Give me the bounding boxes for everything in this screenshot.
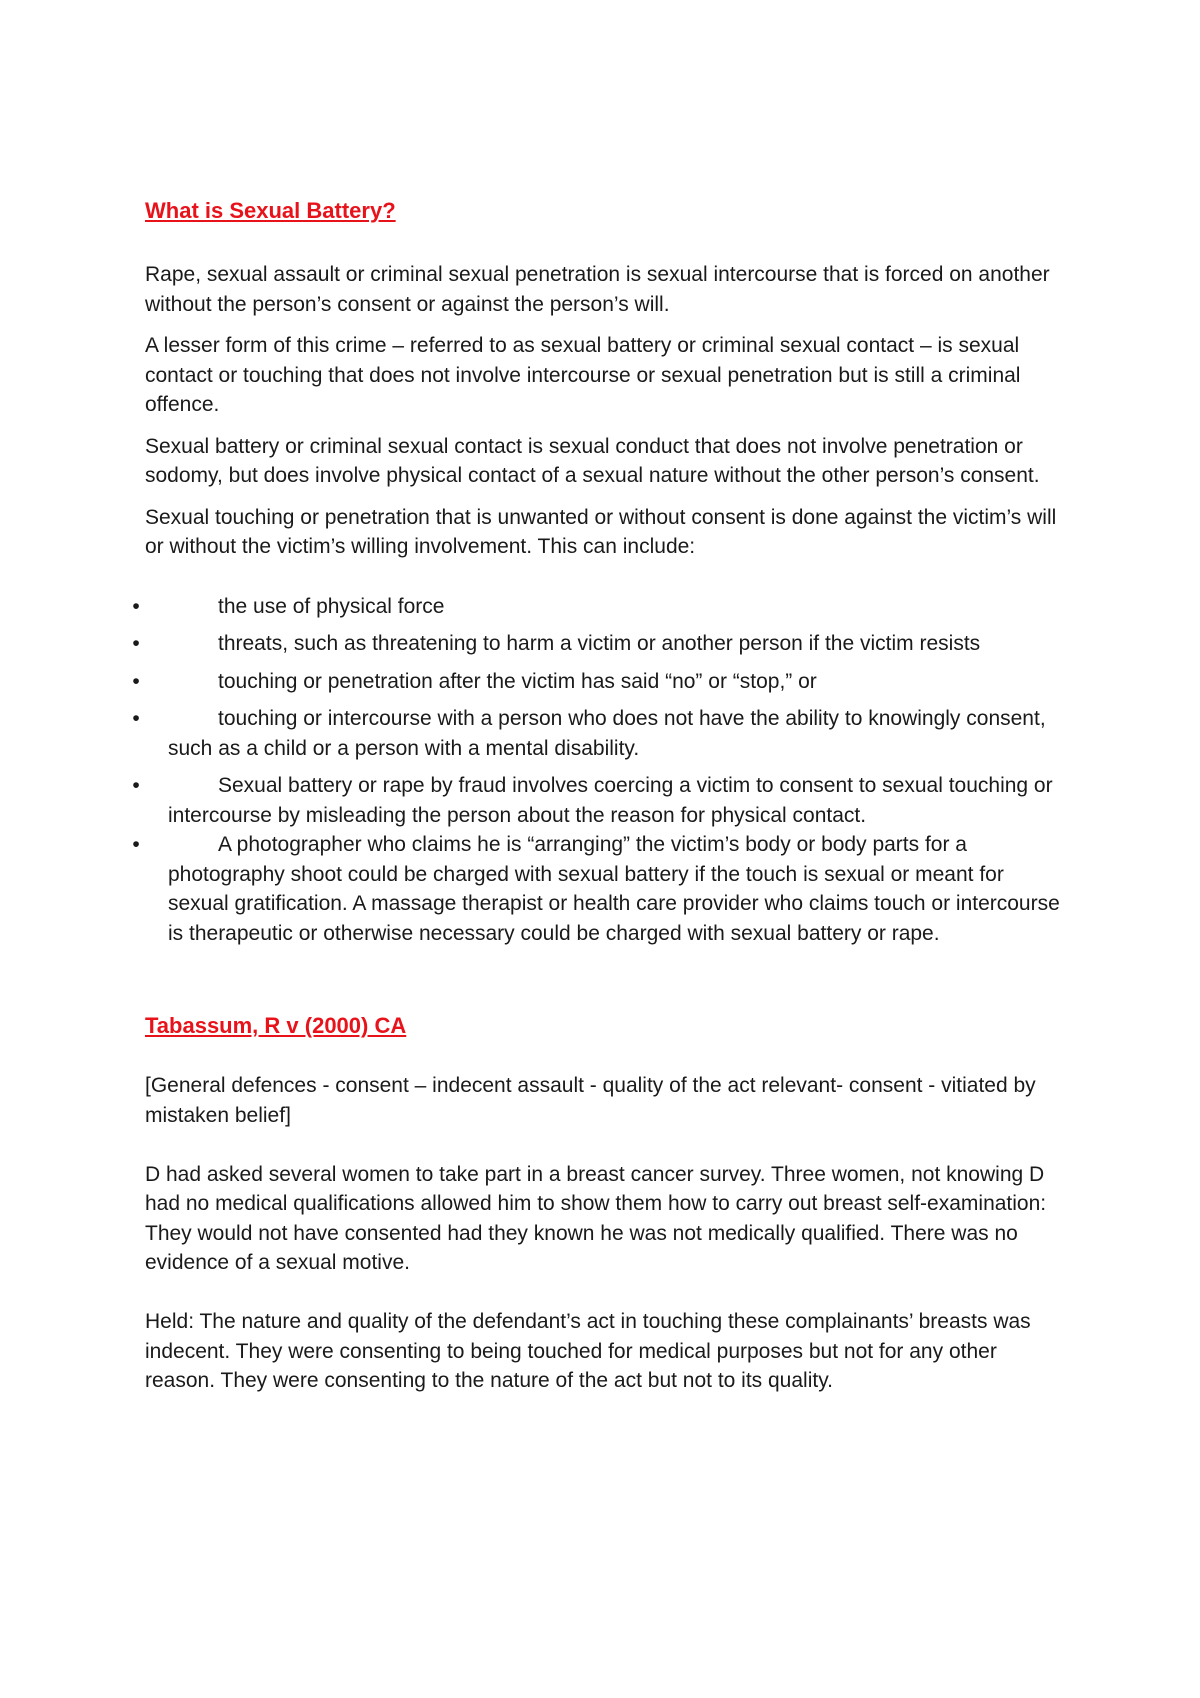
list-item	[132, 592, 1070, 622]
list-item	[132, 629, 1070, 659]
case-facts: D had asked several women to take part in a breast cancer survey. Three women, not knowing D had no medical qualifications allowed him to show them how to carry out breast self-examination: They would not have consented had they known he was not medically qualified. There was no evidence of a sexual motive.	[145, 1162, 1047, 1274]
list-item-text: A photographer who claims he is “arranging” the victim’s body or body parts for a photography shoot could be charged with sexual battery if the touch is sexual or meant for sexual gratification. A massage therapist or health care provider who claims touch or intercourse is therapeutic or otherwise necessary could be charged with sexual battery or rape.	[168, 833, 1060, 945]
list-item-text: the use of physical force	[218, 594, 445, 618]
list-item-text: threats, such as threatening to harm a victim or another person if the victim resists	[218, 632, 981, 655]
bullet-icon: •	[132, 774, 140, 797]
bullet-icon: •	[132, 669, 140, 693]
paragraph: Rape, sexual assault or criminal sexual penetration is sexual intercourse that is forced on another without the person’s consent or against the person’s will.	[145, 263, 1050, 316]
paragraph: A lesser form of this crime – referred to as sexual battery or criminal sexual contact – is sexual contact or touching that does not involve intercourse or sexual penetration but is still a criminal offence.	[145, 334, 1021, 416]
document-body	[132, 196, 1070, 1396]
paragraph: Sexual battery or criminal sexual contact is sexual conduct that does not involve penetration or sodomy, but does involve physical contact of a sexual nature without the other person’s consent.	[145, 434, 1040, 487]
section-heading-sexual-battery: What is Sexual Battery?	[145, 198, 396, 223]
bullet-list	[132, 592, 1070, 949]
list-item	[132, 704, 1070, 763]
case-held: Held: The nature and quality of the defendant’s act in touching these complainants’ breasts was indecent. They were consenting to being touched for medical purposes but not for any other reason. They were consenting to the nature of the act but not to its quality.	[145, 1310, 1031, 1392]
bullet-icon: •	[132, 833, 140, 856]
case-keywords: [General defences - consent – indecent assault - quality of the act relevant- consent - vitiated by mistaken belief]	[145, 1074, 1036, 1127]
bullet-icon: •	[132, 707, 140, 730]
bullet-icon: •	[132, 632, 140, 655]
list-item	[132, 830, 1070, 948]
paragraph: Sexual touching or penetration that is unwanted or without consent is done against the victim’s will or without the victim’s willing involvement. This can include:	[145, 505, 1057, 558]
section-heading-case-tabassum: Tabassum, R v (2000) CA	[145, 1013, 407, 1038]
list-item	[132, 771, 1070, 830]
list-item-text: touching or penetration after the victim has said “no” or “stop,” or	[218, 669, 817, 693]
list-item-text: touching or intercourse with a person who does not have the ability to knowingly consent, such as a child or a person with a mental disability.	[168, 707, 1046, 760]
list-item	[132, 667, 1070, 697]
list-item-text: Sexual battery or rape by fraud involves coercing a victim to consent to sexual touching or intercourse by misleading the person about the reason for physical contact.	[168, 774, 1053, 827]
bullet-icon: •	[132, 594, 140, 618]
